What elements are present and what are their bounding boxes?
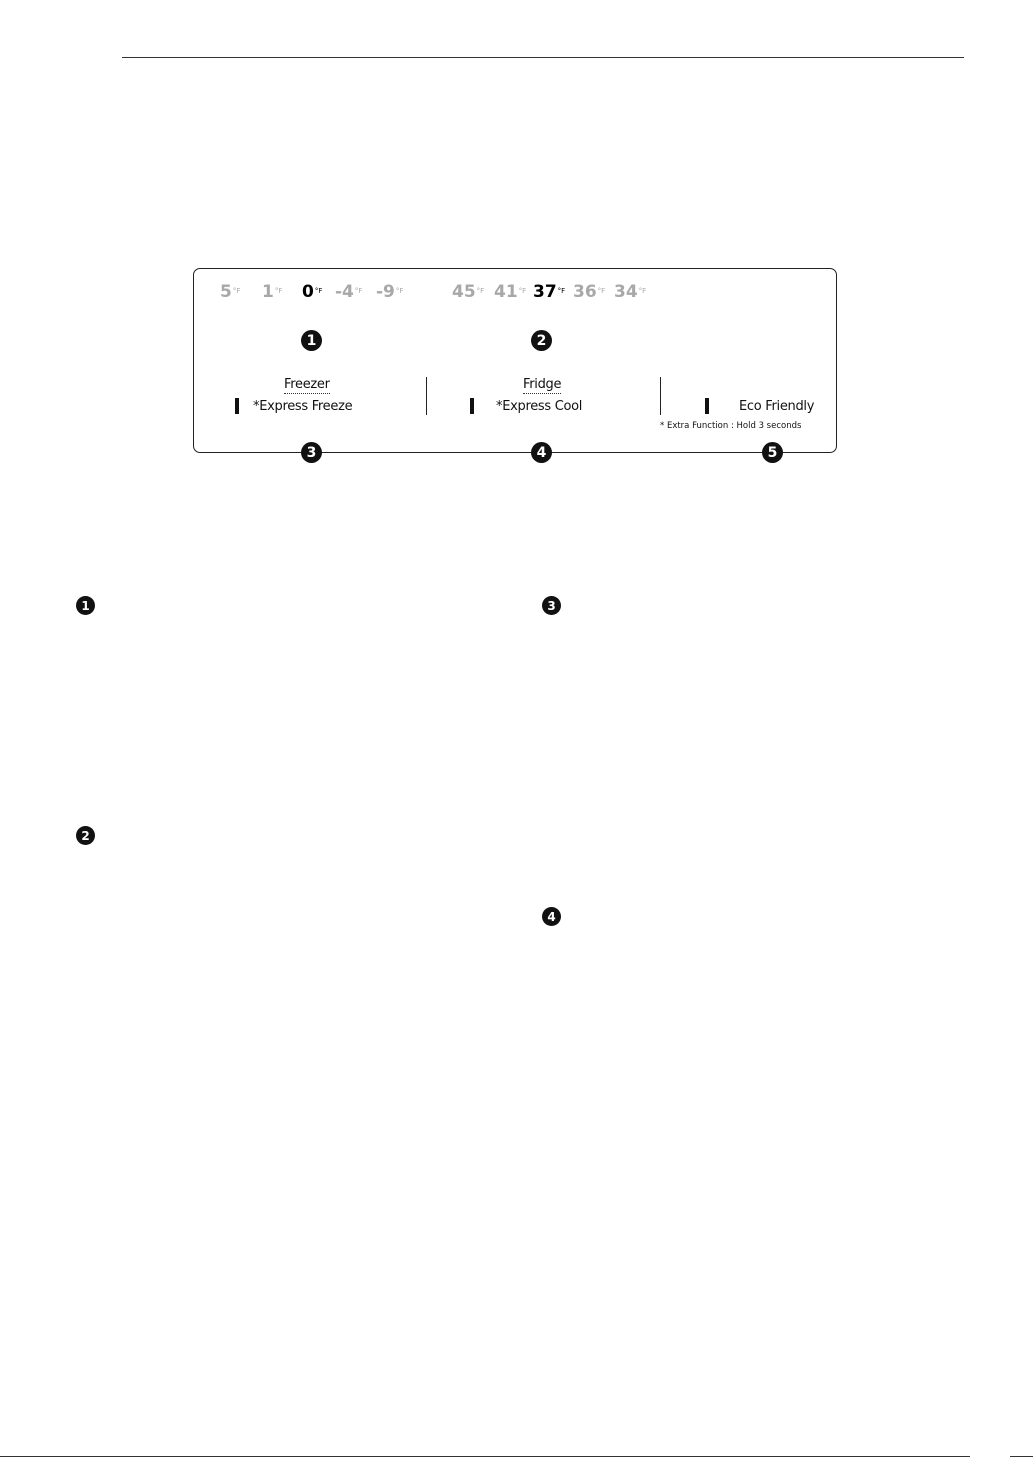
express-freeze-label: *Express Freeze: [253, 399, 353, 414]
panel-divider: [660, 377, 661, 415]
freezer-temp-minus-4[interactable]: $-4^{^\circ F}$: [335, 282, 363, 302]
bottom-rule: [0, 1456, 970, 1457]
fridge-temp-36[interactable]: $36^{^\circ F}$: [573, 282, 606, 302]
fridge-label: Fridge: [523, 377, 562, 392]
control-panel: [193, 268, 837, 461]
callout-3-badge: 3: [301, 442, 322, 463]
freezer-temp-minus-9[interactable]: $-9^{^\circ F}$: [376, 282, 404, 302]
express-cool-label: *Express Cool: [496, 399, 583, 414]
freezer-temp-0[interactable]: $0^{^\circ F}$: [302, 282, 323, 302]
fridge-temp-37[interactable]: $37^{^\circ F}$: [533, 282, 566, 302]
freezer-label: Freezer: [284, 377, 330, 392]
fridge-button[interactable]: [470, 398, 474, 414]
eco-friendly-label: Eco Friendly: [739, 399, 815, 414]
freezer-temp-5[interactable]: $5^{^\circ F}$: [220, 282, 241, 302]
section-3-badge: 3: [542, 596, 561, 615]
freezer-button[interactable]: [235, 398, 239, 414]
freezer-temp-1[interactable]: $1^{^\circ F}$: [262, 282, 283, 302]
fridge-temp-45[interactable]: $45^{^\circ F}$: [452, 282, 485, 302]
panel-divider: [426, 377, 427, 415]
extra-function-note: * Extra Function : Hold 3 seconds: [660, 421, 802, 431]
callout-4-badge: 4: [531, 442, 552, 463]
callout-1-badge: 1: [301, 330, 322, 351]
eco-friendly-button[interactable]: [705, 398, 709, 414]
callout-5-badge: 5: [762, 442, 783, 463]
section-2-badge: 2: [76, 826, 95, 845]
fridge-temp-34[interactable]: $34^{^\circ F}$: [614, 282, 647, 302]
bottom-rule-tick: [1010, 1456, 1033, 1457]
top-rule: [122, 57, 964, 58]
fridge-temp-41[interactable]: $41^{^\circ F}$: [494, 282, 527, 302]
section-4-badge: 4: [542, 907, 561, 926]
section-1-badge: 1: [76, 596, 95, 615]
callout-2-badge: 2: [531, 330, 552, 351]
